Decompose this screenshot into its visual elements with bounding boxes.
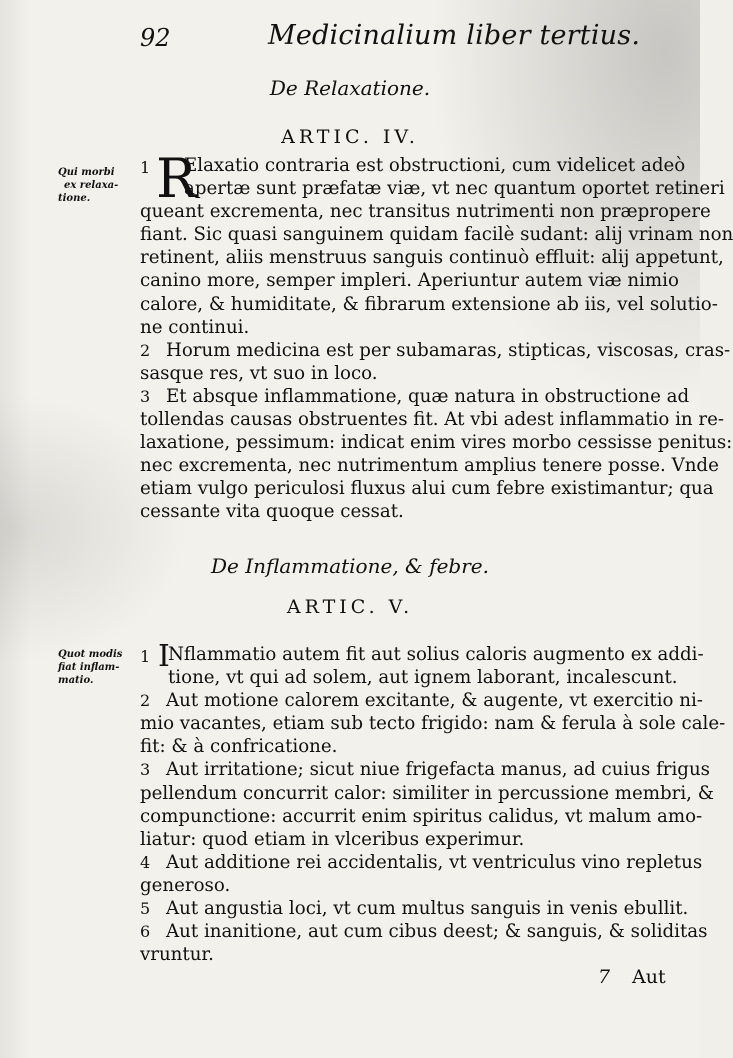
paragraph-number: 3: [140, 760, 151, 780]
text-line-content: Horum medicina est per subamaras, stipticas, viscosas, cras-: [166, 339, 731, 361]
paragraph-1: [140, 147, 733, 339]
section-title-relaxatione: De Relaxatione.: [269, 76, 431, 100]
text-line: [140, 920, 708, 943]
text-line: mio vacantes, etiam sub tecto frigido: nam & ferula à sole calе-: [140, 713, 726, 735]
article-heading-v: ARTIC. V.: [286, 596, 414, 618]
marginal-note-line: matio.: [58, 675, 94, 686]
text-line: apertæ sunt præfatæ viæ, vt nec quantum oportet retineri: [184, 178, 725, 200]
drop-capital: I: [158, 639, 170, 674]
catchword: Aut: [632, 966, 666, 988]
paragraph-5: [140, 897, 689, 920]
text-line: retinent, aliis menstruus sanguis continuò effluit: alij appetunt,: [140, 247, 724, 269]
paragraph-number: 3: [140, 386, 151, 406]
text-line: laxatione, pessimum: indicat enim vires morbo cessisse penitus:: [140, 432, 733, 454]
paragraph-6: [140, 920, 708, 966]
text-line: [140, 385, 690, 408]
paragraph-number: 2: [140, 691, 151, 711]
text-line: queant excrementa, nec transitus nutrimenti non præpropere: [140, 201, 711, 223]
marginal-note-line: Qui morbi: [58, 167, 115, 178]
marginal-note-inflammatio: [58, 648, 138, 687]
text-line: [140, 897, 689, 920]
text-line: pellendum concurrit calor: similiter in percussione membri, &: [140, 782, 714, 804]
text-line: [140, 851, 703, 874]
article-v-body: [140, 639, 726, 966]
paragraph-number: 4: [140, 852, 151, 872]
marginal-note-line: ex relaxa-: [64, 180, 119, 191]
paragraph-number: 1: [140, 647, 151, 666]
text-line: liatur: quod etiam in vlceribus experimur.: [140, 828, 525, 850]
marginal-note-relaxatione: [58, 166, 138, 205]
paragraph-3: [140, 385, 733, 524]
text-line: compunctione: accurrit enim spiritus calidus, vt malum amo-: [140, 805, 703, 827]
paragraph-3: [140, 758, 714, 850]
page-number: 92: [140, 24, 171, 52]
paragraph-number: 2: [140, 340, 151, 360]
text-line-content: Aut angustia loci, vt cum multus sanguis in venis ebullit.: [166, 898, 689, 920]
marginal-note-line: Quot modis: [58, 649, 123, 660]
paragraph-number: 1: [140, 158, 151, 177]
marginal-note-line: fiat inflam-: [58, 662, 120, 673]
text-line: Elaxatio contraria est obstructioni, cum videlicet adeò: [184, 155, 686, 176]
drop-capital: R: [156, 147, 197, 210]
text-line: canino more, semper impleri. Aperiuntur autem viæ nimio: [140, 270, 679, 292]
text-line-content: Aut motione calorem excitante, & augente, vt exercitio ni-: [166, 690, 703, 712]
signature-mark: 7: [598, 966, 611, 988]
text-line-content: Aut inanitione, aut cum cibus deest; & sanguis, & soliditas: [166, 921, 708, 943]
text-line: etiam vulgo periculosi fluxus alui cum febre existimantur; qua: [140, 478, 714, 500]
paragraph-2: [140, 689, 726, 758]
text-line-content: Et absque inflammatione, quæ natura in obstructione ad: [166, 385, 690, 407]
paragraph-number: 5: [140, 899, 151, 919]
text-line: tione, vt qui ad solem, aut ignem laborant, incalescunt.: [168, 667, 678, 689]
text-line: fit: & à confricatione.: [140, 736, 338, 758]
text-line: Nflammatio autem fit aut solius caloris augmento ex addi-: [168, 644, 704, 665]
paragraph-number: 6: [140, 922, 151, 942]
text-line: cessante vita quoque cessat.: [140, 501, 404, 523]
text-line-content: Aut additione rei accidentalis, vt ventriculus vino repletus: [166, 851, 703, 873]
text-line: fiant. Sic quasi sanguinem quidam facilè sudant: alij vrinam non: [140, 224, 733, 246]
text-line: [140, 689, 703, 712]
section-title-inflammatione: De Inflammatione, & febre.: [211, 554, 489, 578]
text-line: [140, 339, 731, 362]
paragraph-4: [140, 851, 703, 897]
text-line: generoso.: [140, 874, 231, 896]
text-line: vruntur.: [140, 944, 214, 966]
paragraph-1: [140, 639, 704, 689]
article-heading-iv: ARTIC. IV.: [281, 126, 419, 148]
marginal-note-line: tione.: [58, 193, 91, 204]
text-line: sasque res, vt suo in loco.: [140, 362, 378, 384]
running-title: Medicinalium liber tertius.: [268, 20, 641, 51]
text-line: nec excrementa, nec nutrimentum amplius tenere posse. Vnde: [140, 455, 719, 477]
article-iv-body: [140, 147, 733, 524]
text-line: [140, 758, 710, 781]
text-line: ne continui.: [140, 316, 250, 338]
paragraph-2: [140, 339, 731, 385]
text-line: calore, & humiditate, & fibrarum extensione ab iis, vel solutio-: [140, 293, 718, 315]
text-line: tollendas causas obstruentes fit. At vbi adest inflammatio in re-: [140, 409, 725, 431]
text-line-content: Aut irritatione; sicut niue frigefacta manus, ad cuius frigus: [166, 759, 710, 781]
